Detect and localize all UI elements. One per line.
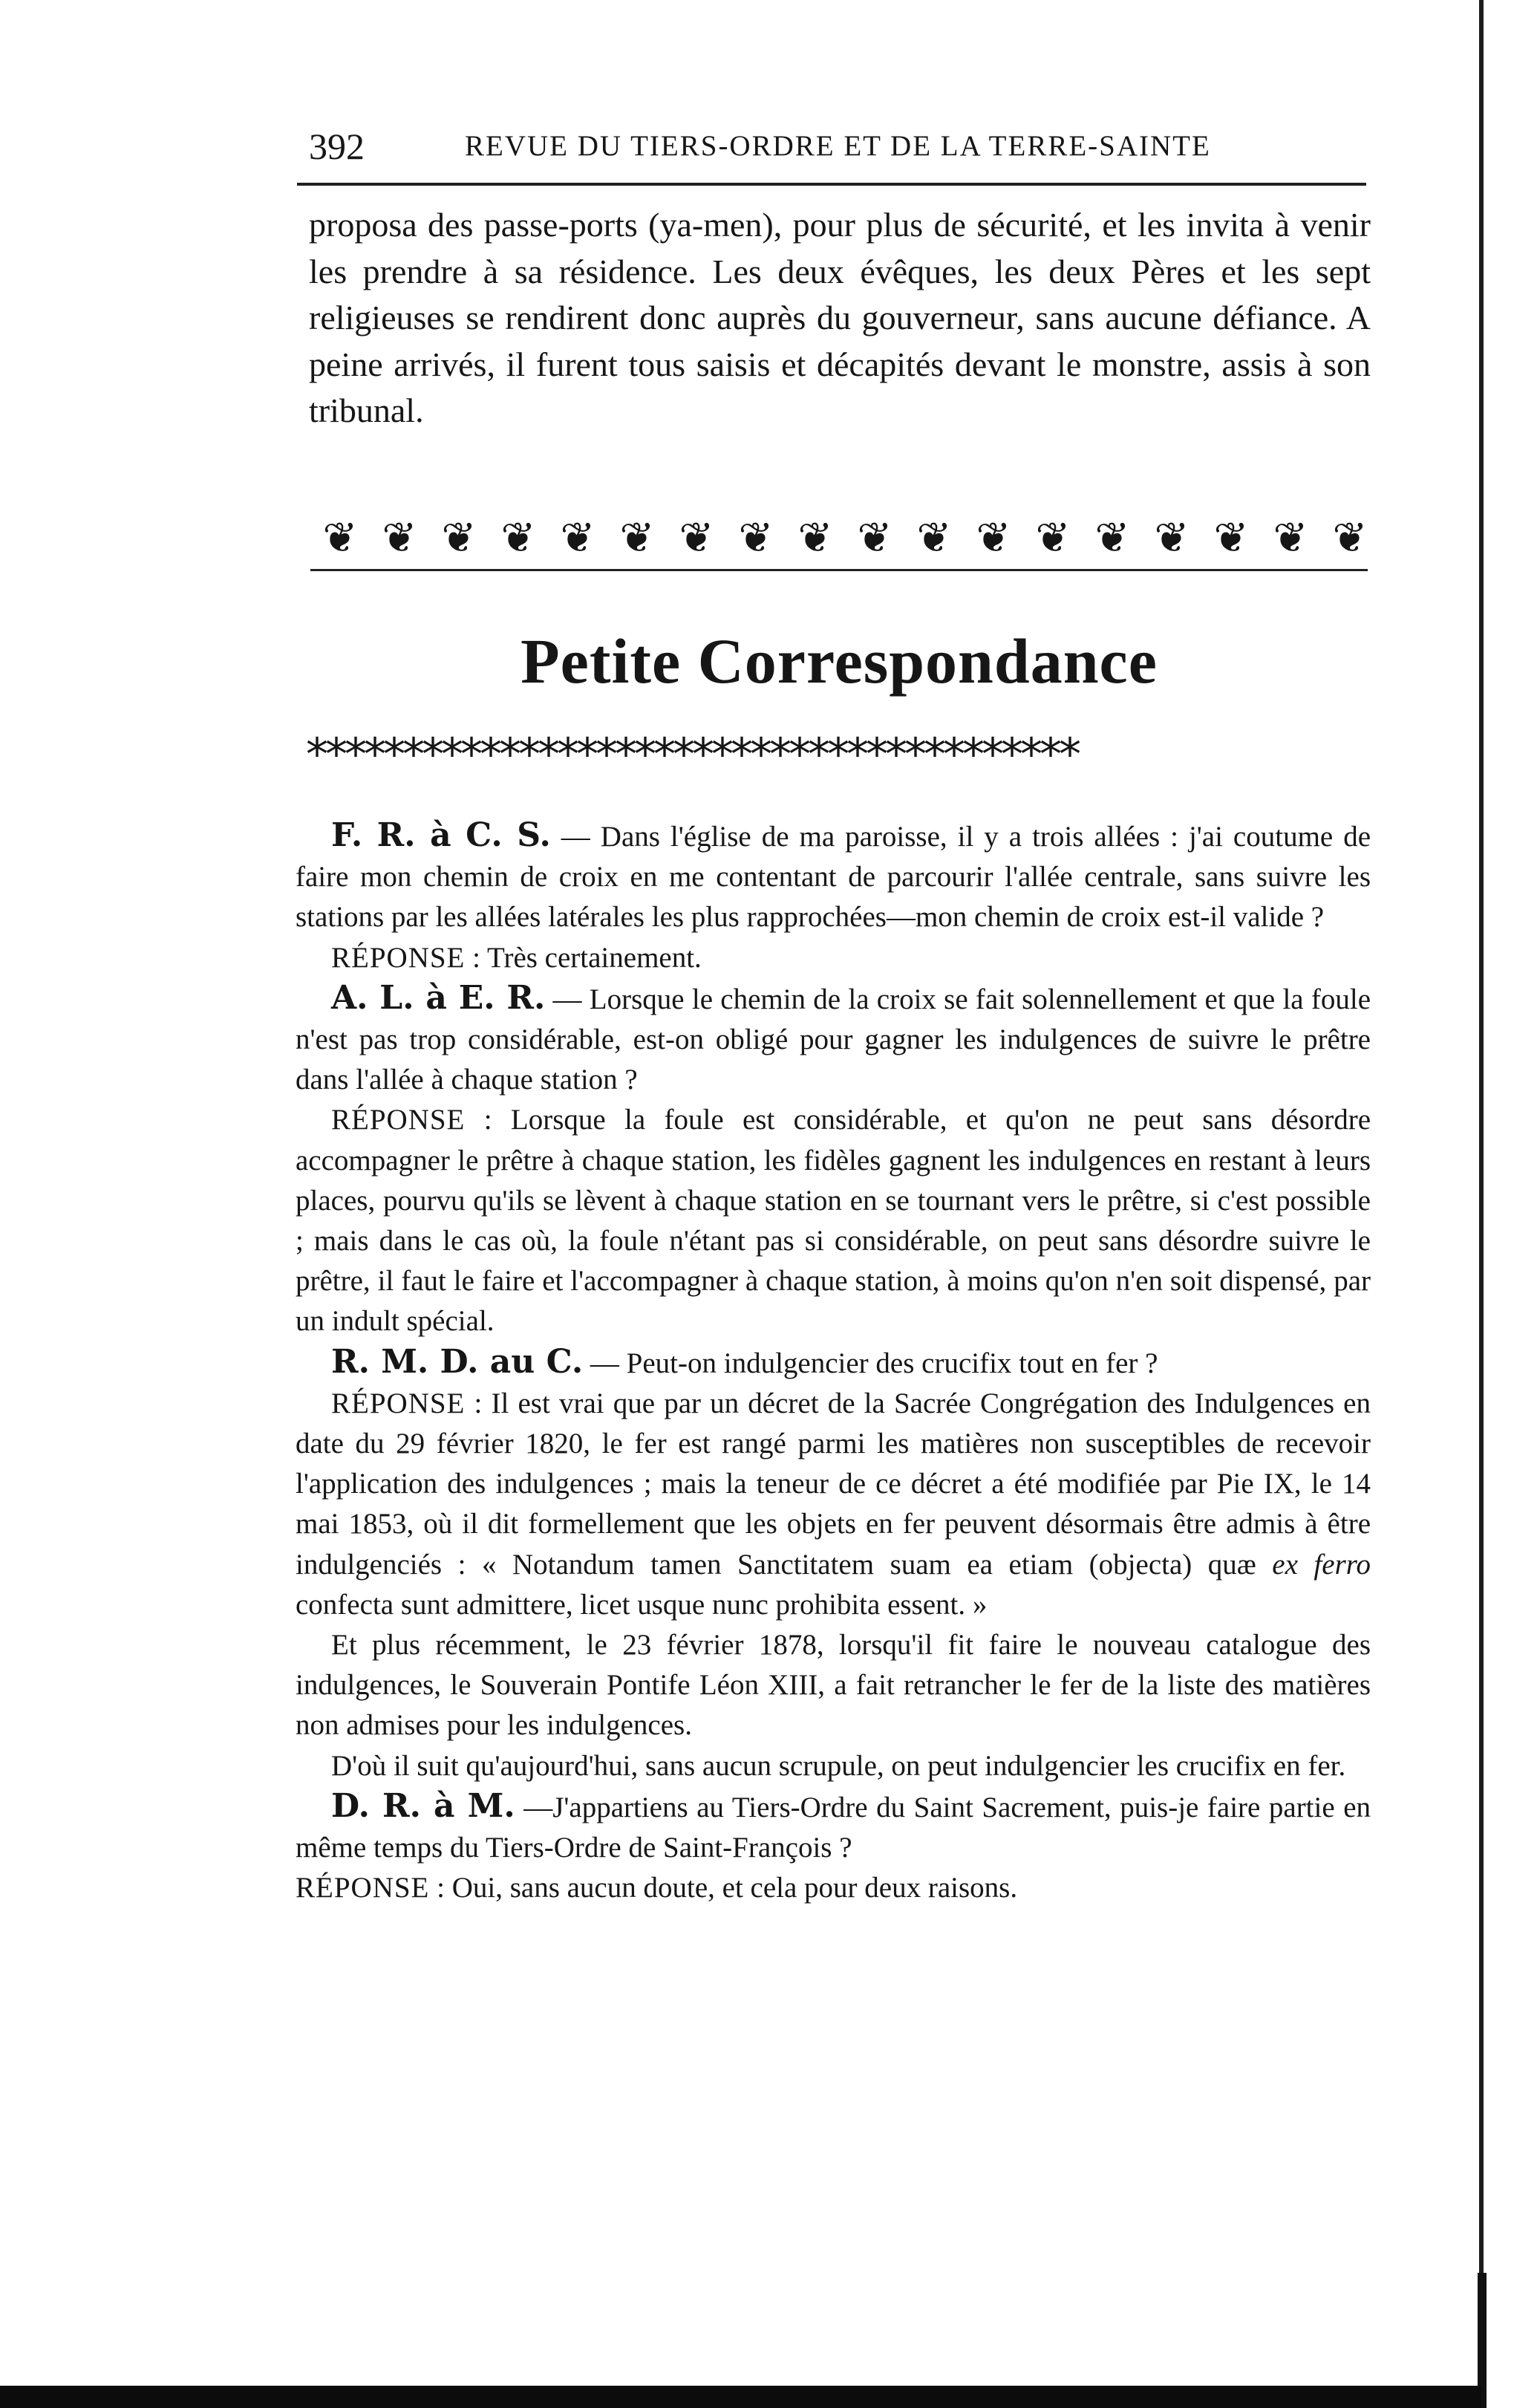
intro-text: proposa des passe-ports (ya-men), pour plus de sécurité, et les invita à venir les prendre à sa résidence. Les deux évêques, les deux Pères et les sept religieuses se rendirent donc auprès du gouverneur, sans aucune défiance. A peine arrivés, il furent tous saisis et décapités devant le monstre, assis à son tribunal.	[309, 206, 1371, 429]
fleuron-icon: ❦	[560, 515, 595, 562]
ornament-rule	[310, 569, 1368, 571]
latin-italic: ex ferro	[1272, 1548, 1371, 1581]
fleuron-icon: ❦	[441, 515, 477, 562]
running-head-title: REVUE DU TIERS-ORDRE ET DE LA TERRE-SAINTE	[465, 130, 1211, 162]
correspondent-initials: F. R. à C. S.	[331, 816, 551, 854]
fleuron-icon: ❦	[797, 515, 833, 562]
answer-text: : Il est vrai que par un décret de la Sacrée Congrégation des Indulgences en date du 29 février 1820, le fer est rangé parmi les matières non susceptibles de recevoir l'application des indulgences ; mais la teneur de ce décret a été modifiée par Pie IX, le 14 mai 1853, où il dit formellement que les objets en fer peuvent désormais être admis à être indulgenciés : « Notandum tamen Sanctitatem suam ea etiam (objecta) quæ	[296, 1387, 1371, 1581]
answer-item	[296, 1868, 1371, 1908]
fleuron-icon: ❦	[500, 515, 536, 562]
scan-edge-right	[1479, 0, 1484, 2317]
header-rule	[297, 183, 1366, 186]
question-text: — Dans l'église de ma paroisse, il y a trois allées : j'ai coutume de faire mon chemin de croix en me contentant de parcourir l'allée centrale, sans suivre les stations par les allées latérales les plus rapprochées—mon chemin de croix est-il valide ?	[296, 821, 1371, 934]
star-divider: ****************************************	[306, 732, 1078, 777]
correspondent-initials: R. M. D. au C.	[331, 1342, 584, 1381]
question-item	[296, 816, 1371, 938]
answer-item	[296, 1100, 1371, 1341]
fleuron-icon: ❦	[382, 515, 417, 562]
fleuron-icon: ❦	[916, 515, 952, 562]
fleuron-icon: ❦	[857, 515, 892, 562]
running-header	[309, 125, 1366, 169]
answer-conclusion	[296, 1746, 1371, 1786]
question-text: —J'appartiens au Tiers-Ordre du Saint Sacrement, puis-je faire partie en même temps du Tiers-Ordre de Saint-François ?	[296, 1791, 1371, 1864]
scan-edge-bottom	[0, 2386, 1481, 2408]
ornament-border	[310, 512, 1368, 564]
correspondent-initials: D. R. à M.	[331, 1786, 515, 1825]
answer-label: RÉPONSE	[331, 1387, 466, 1419]
fleuron-icon: ❦	[619, 515, 655, 562]
fleuron-icon: ❦	[738, 515, 774, 562]
answer-text: Et plus récemment, le 23 février 1878, lorsqu'il fit faire le nouveau catalogue des indulgences, le Souverain Pontife Léon XIII, a fait retrancher le fer de la liste des matières non admises pour les indulgences.	[296, 1629, 1371, 1742]
correspondence-body	[296, 816, 1371, 1908]
answer-text: : Lorsque la foule est considérable, et qu'on ne peut sans désordre accompagner le prêtre à chaque station, les fidèles gagnent les indulgences en restant à leurs places, pourvu qu'ils se lèvent à chaque station en se tournant vers le prêtre, si c'est possible ; mais dans le cas où, la foule n'étant pas si considérable, on peut sans désordre suivre le prêtre, il faut le faire et l'accompagner à chaque station, à moins qu'on n'en soit dispensé, par un indult spécial.	[296, 1104, 1371, 1338]
answer-label: RÉPONSE	[331, 941, 466, 974]
question-text: — Peut-on indulgencier des crucifix tout en fer ?	[590, 1347, 1158, 1379]
fleuron-icon: ❦	[1213, 515, 1249, 562]
answer-item	[296, 1384, 1371, 1625]
answer-text: : Oui, sans aucun doute, et cela pour deux raisons.	[437, 1872, 1018, 1904]
intro-paragraph	[309, 202, 1371, 435]
fleuron-icon: ❦	[1332, 515, 1368, 562]
question-item	[296, 978, 1371, 1101]
fleuron-icon: ❦	[679, 515, 714, 562]
answer-label: RÉPONSE	[296, 1872, 430, 1904]
question-text: — Lorsque le chemin de la croix se fait solennellement et que la foule n'est pas trop considérable, est-on obligé pour gagner les indulgences de suivre le prêtre dans l'allée à chaque station ?	[296, 983, 1371, 1096]
answer-text: D'où il suit qu'aujourd'hui, sans aucun scrupule, on peut indulgencier les crucifix en fer.	[331, 1749, 1346, 1782]
answer-continuation	[296, 1625, 1371, 1746]
answer-text-continued: confecta sunt admittere, licet usque nunc prohibita essent. »	[296, 1588, 988, 1621]
section-title: Petite Correspondance	[521, 625, 1158, 697]
fleuron-icon: ❦	[1094, 515, 1130, 562]
answer-text: : Très certainement.	[472, 941, 702, 974]
answer-label: RÉPONSE	[331, 1104, 466, 1136]
correspondent-initials: A. L. à E. R.	[331, 978, 546, 1017]
question-item	[296, 1342, 1371, 1384]
fleuron-icon: ❦	[1273, 515, 1308, 562]
fleuron-icon: ❦	[322, 515, 358, 562]
fleuron-icon: ❦	[976, 515, 1011, 562]
fleuron-icon: ❦	[1035, 515, 1071, 562]
question-item	[296, 1786, 1371, 1868]
page-number: 392	[309, 126, 365, 167]
fleuron-icon: ❦	[1154, 515, 1190, 562]
answer-item	[296, 938, 1371, 978]
